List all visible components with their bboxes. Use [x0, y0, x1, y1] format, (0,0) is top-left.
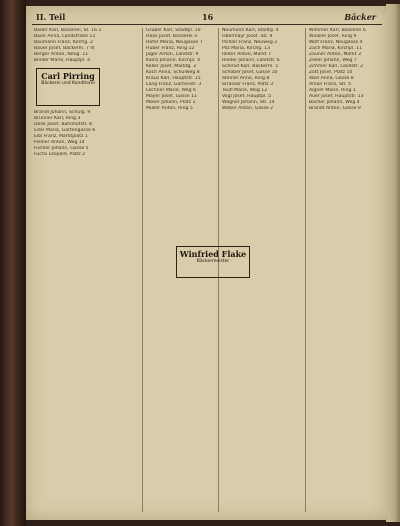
directory-entry: Reiter Anton, Markt 7	[222, 52, 272, 57]
directory-entry: Eibl Franz, Marktplatz 1	[34, 134, 88, 139]
directory-entry: Müller Anton, Ring 5	[146, 106, 193, 111]
ad-name: Winfried Flake	[179, 249, 247, 259]
column-1	[34, 28, 102, 512]
directory-entry: Zauner Anton, Markt 3	[309, 52, 361, 57]
ad-text: Bäckerei und Konditorei	[41, 81, 95, 86]
directory-entry: Kraus Karl, Hauptstr. 15	[146, 76, 201, 81]
directory-entry: Denk Josef, Bahnhofstr. 8	[34, 122, 92, 127]
directory-entry: Amon Franz, Str. 5	[309, 82, 352, 87]
directory-entry: Fuchs Leopold, Platz 2	[34, 152, 86, 157]
directory-entry: Bader Karl, Bäckerei, St. 16 1	[34, 28, 102, 33]
directory-entry: Berger Anton, Neug. 11	[34, 52, 89, 57]
directory-entry: Zimmer Karl, Landstr. 2	[309, 64, 364, 69]
directory-entry: Koch Anna, Schulweg 8	[146, 70, 200, 75]
directory-entry: Pichler Franz, Neuweg 2	[222, 40, 278, 45]
directory-entry: Baumann Franz, Kirchg. 2	[34, 40, 93, 45]
directory-entry: Jäger Anton, Landstr. 9	[146, 52, 199, 57]
directory-entry: Wolf Franz, Neugasse 4	[309, 40, 363, 45]
directory-entry: Strasser Franz, Platz 3	[222, 82, 274, 87]
ad-text: Bäckermeister	[196, 259, 230, 264]
page-number: 16	[202, 12, 214, 22]
directory-entry: Zott Josef, Platz 10	[309, 70, 353, 75]
directory-entry: Haas Josef, Bäckerei 3	[146, 34, 197, 39]
directory-entry: Baier Anna, Landstraße 12	[34, 34, 96, 39]
directory-entry: Zach Maria, Kirchpl. 11	[309, 46, 363, 51]
directory-entry: Pilz Maria, Kirchg. 13	[222, 46, 270, 51]
directory-entry: Winkler Josef, Ring 9	[309, 34, 357, 39]
directory-entry: Obermayr Josef, Str. 9	[222, 34, 273, 39]
column-4	[305, 28, 388, 512]
directory-entry: Vogl Josef, Hauptpl. 5	[222, 94, 272, 99]
directory-entry: Brandl Johann, Schulg. 9	[34, 110, 91, 115]
directory-entry: Wimmer Karl, Bäckerei 6	[309, 28, 366, 33]
directory-page	[26, 6, 388, 520]
directory-entry: Rieder Johann, Landstr. 6	[222, 58, 280, 63]
directory-entry: Brandt Anton, Gasse 9	[309, 106, 361, 111]
directory-entry: Schober Josef, Gasse 10	[222, 70, 278, 75]
advertisement-box	[36, 68, 100, 106]
directory-entry: Neumann Karl, Stadtg. 4	[222, 28, 279, 33]
directory-entry: Aigner Marie, Ring 1	[309, 88, 356, 93]
directory-entry: Hofer Maria, Neugasse 7	[146, 40, 203, 45]
directory-entry: Abel Anna, Gasse 8	[309, 76, 354, 81]
directory-entry: Schmid Karl, Bäckerm. 1	[222, 64, 279, 69]
directory-entry: Bacher Johann, Weg 4	[309, 100, 360, 105]
directory-entry: Fischer Johann, Gasse 5	[34, 146, 89, 151]
directory-entry: Keller Josef, Marktg. 2	[146, 64, 197, 69]
directory-entry: Zeller Johann, Weg 7	[309, 58, 357, 63]
directory-entry: Eder Maria, Gartengasse 6	[34, 128, 96, 133]
directory-entry: Teufl Marie, Weg 12	[222, 88, 268, 93]
directory-entry: Kainz Johann, Kirchpl. 4	[146, 58, 200, 63]
header-rule	[32, 24, 382, 25]
directory-entry: Weber Anton, Gasse 2	[222, 106, 274, 111]
directory-entry: Gruber Karl, Stadtpl. 10	[146, 28, 201, 33]
advertisement-box-2	[176, 246, 250, 278]
directory-entry: Huber Franz, Ring 12	[146, 46, 195, 51]
directory-entry: Lechner Marie, Weg 6	[146, 88, 196, 93]
directory-entry: Mayer Josef, Gasse 11	[146, 94, 197, 99]
page-header	[32, 10, 382, 24]
book-binding	[0, 0, 26, 526]
directory-entry: Moser Johann, Platz 1	[146, 100, 196, 105]
section-title: Bäcker	[344, 12, 376, 22]
directory-entry: Wagner Johann, Str. 14	[222, 100, 275, 105]
directory-entry: Binder Marie, Hauptpl. 4	[34, 58, 91, 63]
directory-entry: Lang Franz, Gartenstr. 3	[146, 82, 202, 87]
directory-entry: Brunner Karl, Ring 3	[34, 116, 81, 121]
directory-entry: Fellner Anton, Weg 14	[34, 140, 85, 145]
ad-name: Carl Pirring	[41, 71, 95, 81]
header-left: II. Teil	[36, 12, 66, 22]
page-edge	[386, 4, 400, 522]
directory-entry: Bauer Josef, Bäckerm. 7 III	[34, 46, 95, 51]
directory-entry: Steiner Anna, Ring 8	[222, 76, 270, 81]
directory-entry: Auer Josef, Hauptstr. 13	[309, 94, 364, 99]
